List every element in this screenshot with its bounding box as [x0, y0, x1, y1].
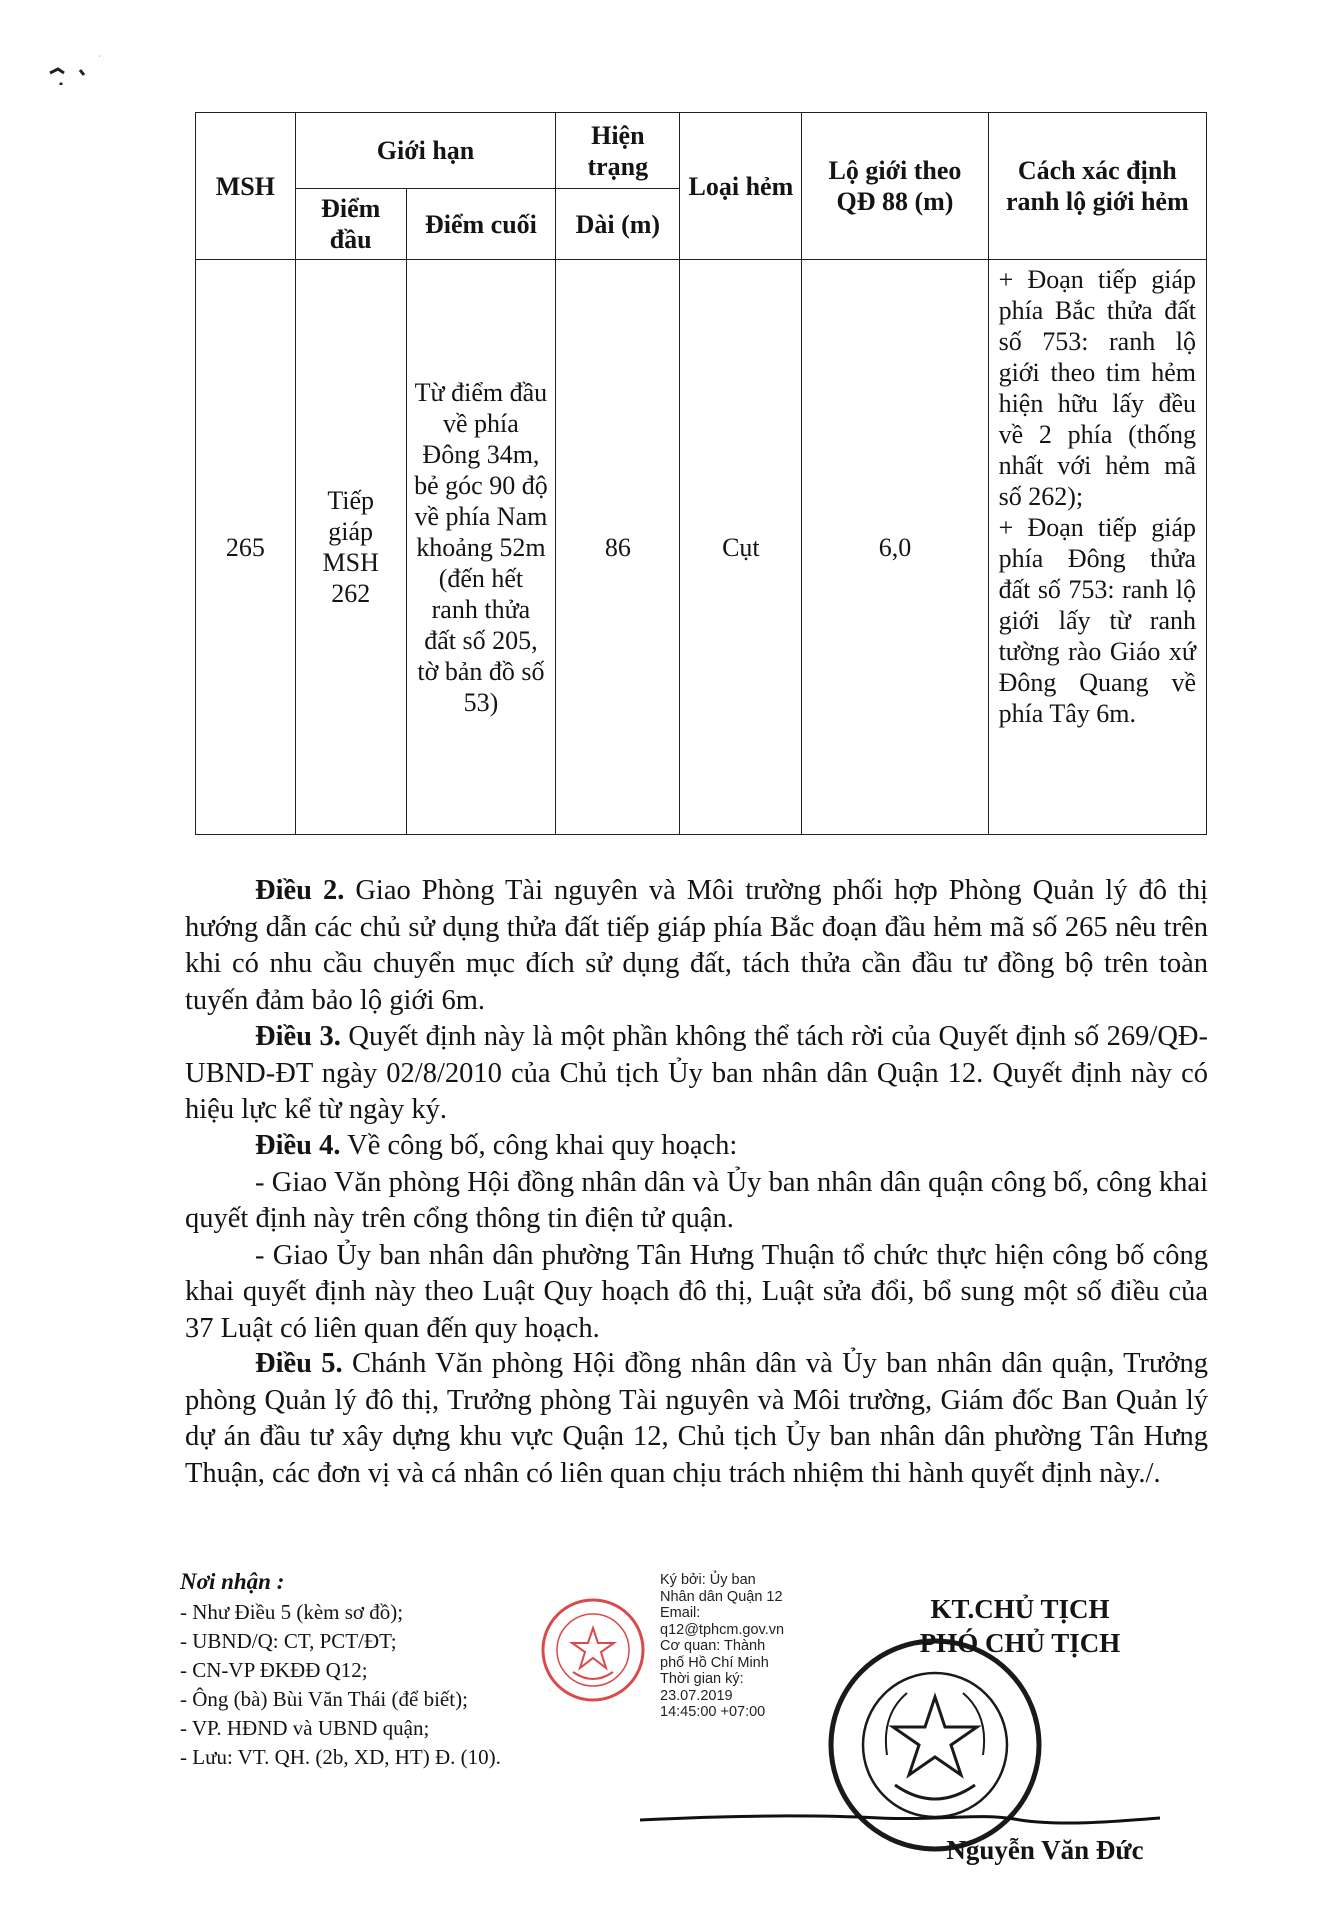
recipients-block [180, 1567, 600, 1772]
digisig-line: Ký bởi: Ủy ban [660, 1572, 756, 1588]
article-4-item-1: - Giao Văn phòng Hội đồng nhân dân và Ủy ban nhân dân quận công bố, công khai quyết định này trên cổng thông tin điện tử quận. [185, 1166, 1208, 1234]
header-loai-hem: Loại hẻm [680, 113, 802, 260]
digisig-line: Nhân dân Quận 12 [660, 1588, 783, 1605]
digisig-line: Email: [660, 1605, 701, 1621]
scan-marks [40, 45, 100, 91]
signer-title [880, 1592, 1160, 1660]
header-diem-dau: Điểm đầu [295, 189, 406, 260]
signer-line-2: PHÓ CHỦ TỊCH [919, 1628, 1121, 1658]
article-4-text: Về công bố, công khai quy hoạch: [340, 1130, 738, 1161]
article-2 [185, 873, 1208, 1019]
header-cach-xac-dinh: Cách xác định ranh lộ giới hẻm [988, 113, 1206, 260]
header-dai: Dài (m) [556, 189, 680, 260]
digisig-line: Cơ quan: Thành [660, 1638, 766, 1654]
table-row [196, 260, 1207, 835]
signer-name: Nguyễn Văn Đức [946, 1835, 1144, 1865]
list-item: - Như Điều 5 (kèm sơ đồ); [180, 1600, 404, 1624]
list-item: - VP. HĐND và UBND quận; [180, 1716, 430, 1740]
handwritten-signature-icon [640, 1800, 1160, 1840]
list-item: - UBND/Q: CT, PCT/ĐT; [180, 1629, 397, 1653]
cell-loai-hem: Cụt [680, 260, 802, 835]
article-5-label: Điều 5. [255, 1348, 343, 1379]
article-4-label: Điều 4. [255, 1130, 341, 1161]
cach-xac-dinh-part-1: + Đoạn tiếp giáp phía Bắc thửa đất số 753: ranh lộ giới theo tim hẻm hiện hữu lấy đều về 2 phía (thống nhất với hẻm mã số 262); [998, 265, 1196, 511]
cach-xac-dinh-part-2: + Đoạn tiếp giáp phía Đông thửa đất số 753: ranh lộ giới lấy từ ranh tường rào Giáo xứ Đông Quang về phía Tây 6m. [998, 513, 1196, 728]
article-5-text: Chánh Văn phòng Hội đồng nhân dân và Ủy ban nhân dân quận, Trưởng phòng Quản lý đô thị, Trưởng phòng Tài nguyên và Môi trường, Giám đốc Ban Quản lý dự án đầu tư xây dựng khu vực Quận 12, Chủ tịch Ủy ban nhân dân phường Tân Hưng Thuận, các đơn vị và cá nhân có liên quan chịu trách nhiệm thi hành quyết định này./. [185, 1348, 1209, 1489]
article-4 [185, 1128, 1208, 1347]
header-diem-cuoi: Điểm cuối [406, 189, 556, 260]
header-hien-trang: Hiện trạng [556, 113, 680, 189]
alley-table [195, 112, 1207, 835]
article-3-label: Điều 3. [255, 1021, 341, 1052]
small-red-seal-icon [538, 1590, 648, 1710]
article-5 [185, 1346, 1208, 1492]
digisig-line: Thời gian ký: [660, 1671, 744, 1687]
scan-mark-icon [40, 45, 100, 85]
digisig-line: q12@tphcm.gov.vn [660, 1621, 785, 1638]
list-item: - Lưu: VT. QH. (2b, XD, HT) Đ. (10). [180, 1745, 501, 1769]
list-item: - CN-VP ĐKĐĐ Q12; [180, 1658, 368, 1682]
digisig-line: phố Hồ Chí Minh [660, 1654, 769, 1671]
cell-cach-xac-dinh [988, 260, 1206, 835]
article-4-item-2: - Giao Ủy ban nhân dân phường Tân Hưng Thuận tổ chức thực hiện công bố công khai quyết định này theo Luật Quy hoạch đô thị, Luật sửa đổi, bổ sung một số điều của 37 Luật có liên quan đến quy hoạch. [185, 1239, 1208, 1344]
header-msh: MSH [196, 113, 296, 260]
cell-dai: 86 [556, 260, 680, 835]
signer-line-1: KT.CHỦ TỊCH [930, 1594, 1110, 1624]
digisig-line: 23.07.2019 [660, 1687, 733, 1704]
cell-diem-cuoi: Từ điểm đầu về phía Đông 34m, bẻ góc 90 độ về phía Nam khoảng 52m (đến hết ranh thửa đất số 205, tờ bản đồ số 53) [406, 260, 556, 835]
cell-diem-dau: Tiếp giáp MSH 262 [295, 260, 406, 835]
cell-lo-gioi: 6,0 [802, 260, 988, 835]
digital-signature-info [660, 1572, 830, 1721]
recipients-title: Nơi nhận : [180, 1569, 285, 1594]
article-2-text: Giao Phòng Tài nguyên và Môi trường phối hợp Phòng Quản lý đô thị hướng dẫn các chủ sử dụng thửa đất tiếp giáp phía Bắc đoạn đầu hẻm mã số 265 nêu trên khi có nhu cầu chuyển mục đích sử dụng đất, tách thửa cần đầu tư đồng bộ trên toàn tuyến đảm bảo lộ giới 6m. [185, 875, 1209, 1016]
article-3-text: Quyết định này là một phần không thể tách rời của Quyết định số 269/QĐ-UBND-ĐT ngày 02/8/2010 của Chủ tịch Ủy ban nhân dân Quận 12. Quyết định này có hiệu lực kể từ ngày ký. [185, 1021, 1209, 1125]
article-2-label: Điều 2. [255, 875, 345, 906]
list-item: - Ông (bà) Bùi Văn Thái (để biết); [180, 1687, 468, 1711]
header-gioi-han: Giới hạn [295, 113, 555, 189]
digisig-line: 14:45:00 +07:00 [660, 1704, 766, 1720]
cell-msh: 265 [196, 260, 296, 835]
article-3 [185, 1019, 1208, 1129]
header-lo-gioi: Lộ giới theo QĐ 88 (m) [802, 113, 988, 260]
